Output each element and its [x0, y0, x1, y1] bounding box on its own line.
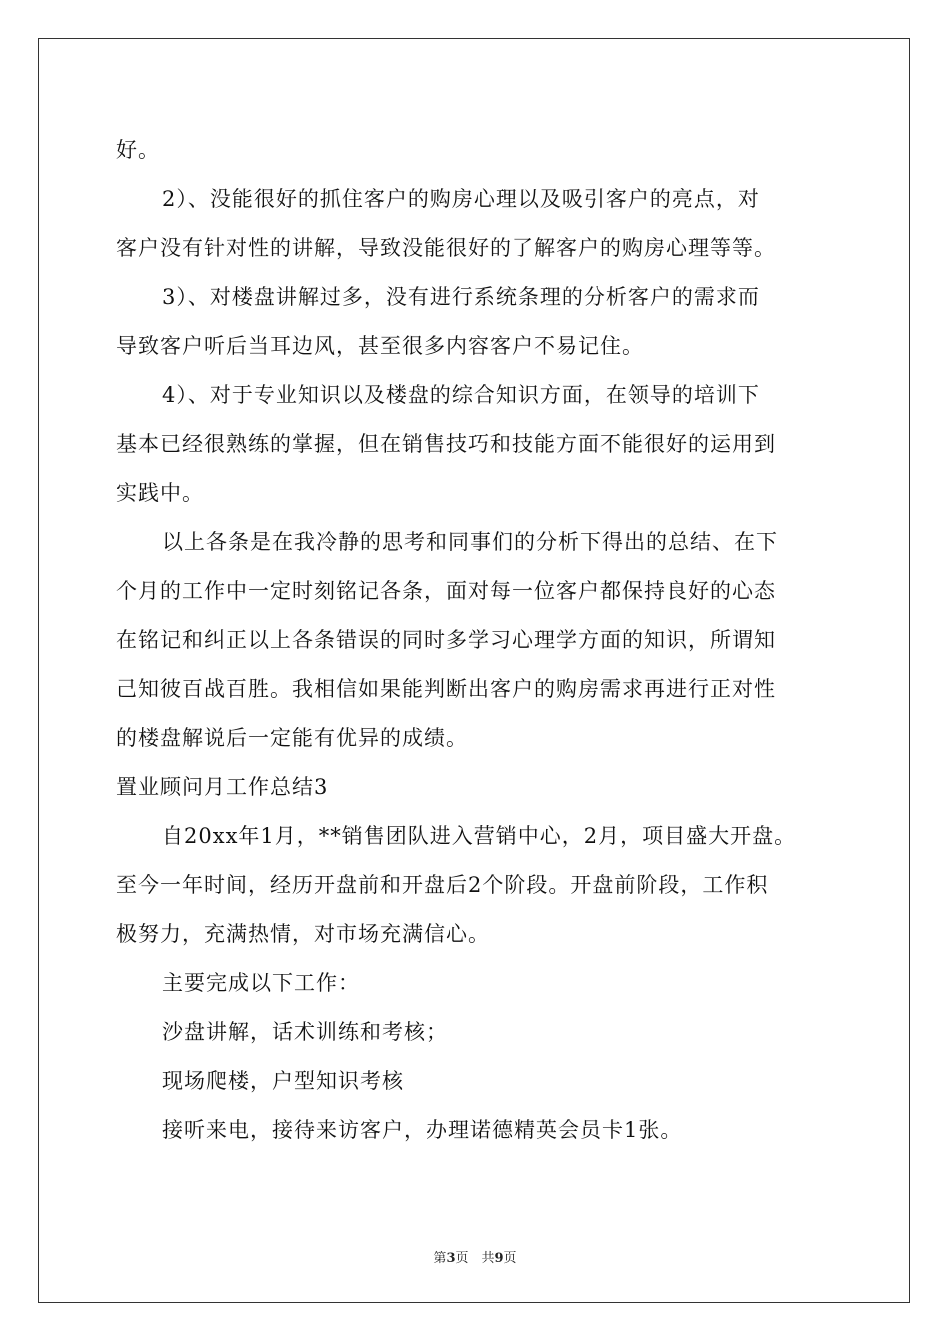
text-line: 沙盘讲解，话术训练和考核；	[162, 1020, 448, 1044]
text-line: 自20xx年1月，**销售团队进入营销中心，2月，项目盛大开盘。	[162, 824, 797, 848]
text-line: 极努力，充满热情，对市场充满信心。	[116, 922, 490, 946]
text-line: 3）、对楼盘讲解过多，没有进行系统条理的分析客户的需求而	[162, 285, 760, 309]
text-line: 在铭记和纠正以上各条错误的同时多学习心理学方面的知识，所谓知	[116, 628, 776, 652]
text-line: 导致客户听后当耳边风，甚至很多内容客户不易记住。	[116, 334, 644, 358]
text-line: 基本已经很熟练的掌握，但在销售技巧和技能方面不能很好的运用到	[116, 432, 776, 456]
text-line: 好。	[116, 138, 160, 162]
text-line: 以上各条是在我冷静的思考和同事们的分析下得出的总结、在下	[162, 530, 778, 554]
total-pages-number: 9	[494, 1251, 504, 1266]
footer-suffix: 页	[503, 1251, 517, 1266]
text-line: 个月的工作中一定时刻铭记各条，面对每一位客户都保持良好的心态	[116, 579, 776, 603]
text-line: 4）、对于专业知识以及楼盘的综合知识方面，在领导的培训下	[162, 383, 760, 407]
text-line: 的楼盘解说后一定能有优异的成绩。	[116, 726, 468, 750]
text-line: 实践中。	[116, 481, 204, 505]
section-heading: 置业顾问月工作总结3	[116, 775, 329, 799]
text-line: 己知彼百战百胜。我相信如果能判断出客户的购房需求再进行正对性	[116, 677, 776, 701]
current-page-number: 3	[446, 1251, 456, 1266]
page-footer	[0, 1247, 950, 1266]
text-line: 接听来电，接待来访客户，办理诺德精英会员卡1张。	[162, 1118, 683, 1142]
text-line: 2）、没能很好的抓住客户的购房心理以及吸引客户的亮点，对	[162, 187, 760, 211]
footer-prefix: 第	[433, 1251, 447, 1266]
text-line: 至今一年时间，经历开盘前和开盘后2个阶段。开盘前阶段，工作积	[116, 873, 769, 897]
document-body	[116, 126, 836, 1155]
text-line: 现场爬楼，户型知识考核	[162, 1069, 404, 1093]
text-line: 客户没有针对性的讲解，导致没能很好的了解客户的购房心理等等。	[116, 236, 776, 260]
text-line: 主要完成以下工作：	[162, 971, 360, 995]
footer-middle: 页 共	[455, 1251, 495, 1266]
